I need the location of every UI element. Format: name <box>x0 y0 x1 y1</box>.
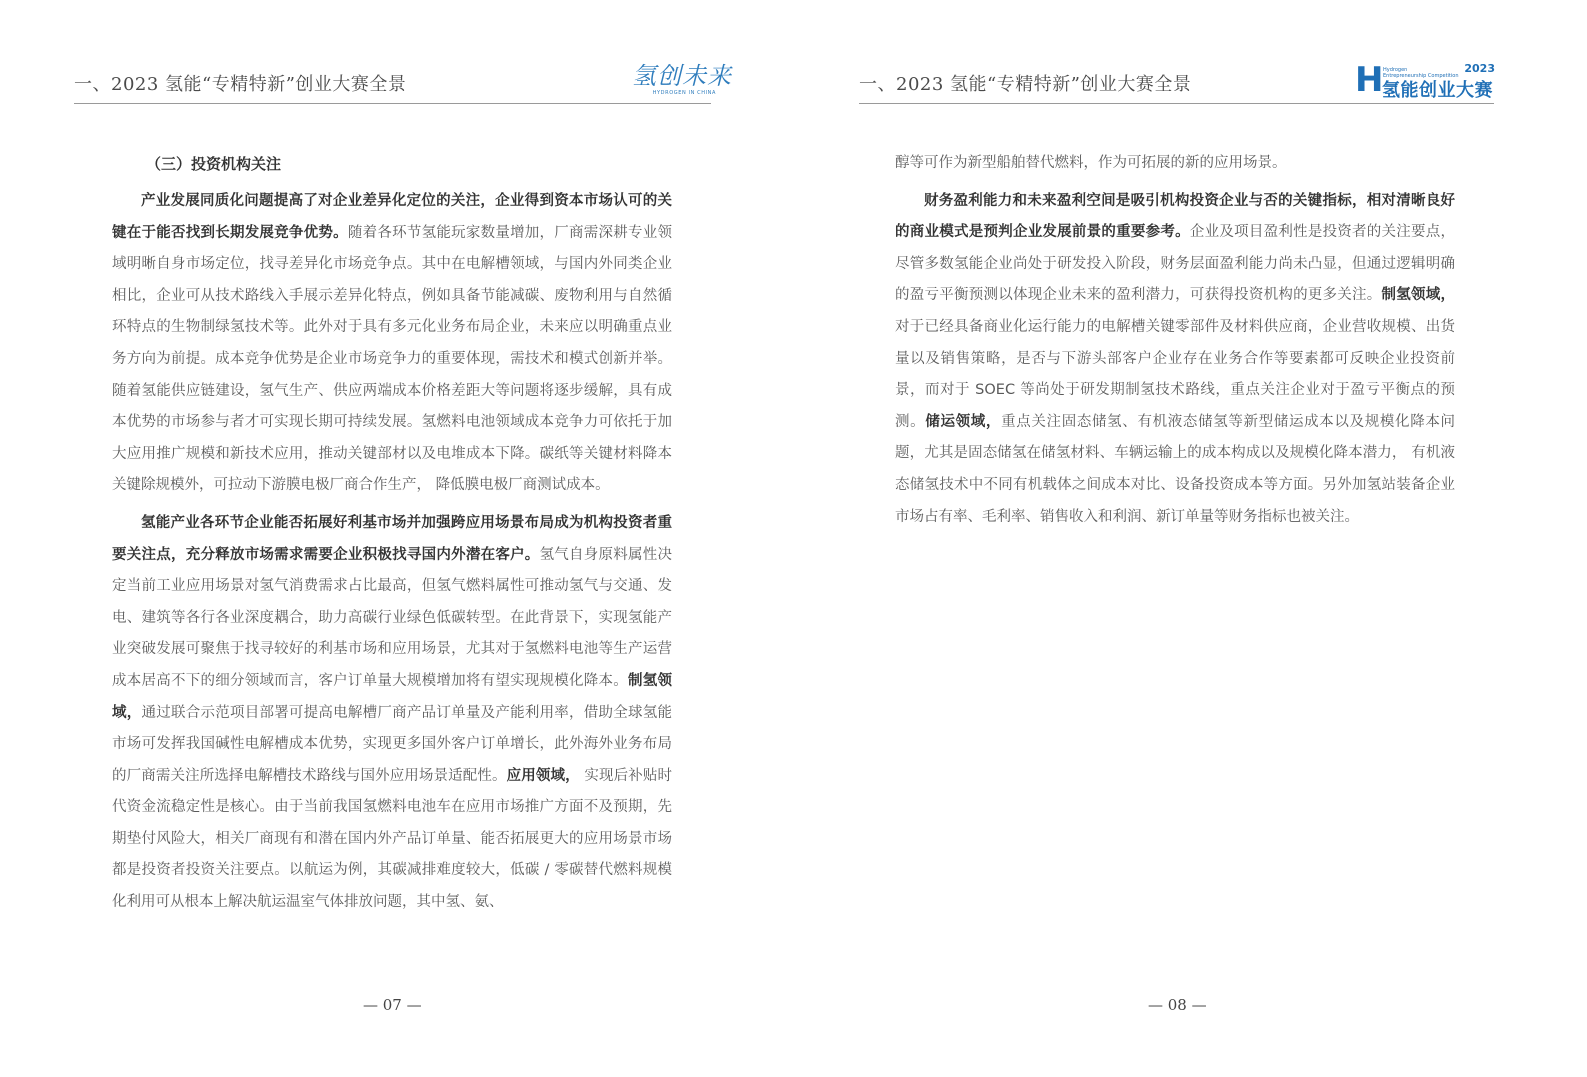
paragraph-1 <box>112 186 672 502</box>
left-page <box>0 0 793 1077</box>
logo-english-text: Hydrogen Entrepreneurship Competition <box>1383 67 1459 79</box>
h-letter-icon: H <box>1355 60 1384 100</box>
right-page <box>793 0 1586 1077</box>
paragraph-2 <box>112 508 672 919</box>
paragraph-2-text-3: 实现后补贴时代资金流稳定性是核心。由于当前我国氢燃料电池车在应用市场推广方面不及预期，先期垫付风险大，相关厂商现有和潜在国内外产品订单量、能否拓展更大的应用场景市场都是投资者投资关注要点。以航运为例，其碳减排难度较大，低碳 / 零碳替代燃料规模化利用可从根本上解决航运温室气体排放问题，其中氢、氨、 <box>112 767 673 911</box>
logo-year: 2023 <box>1464 62 1495 75</box>
right-body <box>895 148 1455 539</box>
paragraph-2-term-hydrogen-production: 制氢领域， <box>112 672 673 721</box>
paragraph-3-text-1: 企业及项目盈利性是投资者的关注要点，尽管多数氢能企业尚处于研发投入阶段，财务层面盈利能力尚未凸显，但通过逻辑明确的盈亏平衡预测以体现企业未来的盈利潜力，可获得投资机构的更多关注。 <box>895 224 1456 304</box>
left-page-number: — 07 — <box>363 996 422 1014</box>
right-header-title: 一、2023 氢能“专精特新”创业大赛全景 <box>859 74 1192 95</box>
paragraph-3 <box>895 186 1455 534</box>
paragraph-3-term-hydrogen-production: 制氢领域， <box>1381 287 1456 304</box>
paragraph-3-text-3: 重点关注固态储氢、有机液态储氢等新型储运成本以及规模化降本问题，尤其是固态储氢在储氢材料、车辆运输上的成本构成以及规模化降本潜力， 有机液态储氢技术中不同有机载体之间成本对比、设备投资成本等方面。另外加氢站装备企业市场占有率、毛利率、销售收入和利润、新订单量等财务指标也被关注。 <box>895 413 1456 525</box>
section-heading: （三）投资机构关注 <box>146 155 282 173</box>
paragraph-3-text-2: 对于已经具备商业化运行能力的电解槽关键零部件及材料供应商，企业营收规模、出货量以及销售策略，是否与下游头部客户企业存在业务合作等要素都可反映企业投资前景，而对于 SOEC 等尚处于研发期制氢技术路线，重点关注企业对于盈亏平衡点的预测。 <box>895 318 1455 430</box>
paragraph-2-term-application: 应用领域， <box>506 767 580 784</box>
paragraph-3-lead: 财务盈利能力和未来盈利空间是吸引机构投资企业与否的关键指标，相对清晰良好的商业模式是预判企业发展前景的重要参考。 <box>895 192 1455 241</box>
right-page-number: — 08 — <box>1148 996 1207 1014</box>
left-header-title: 一、2023 氢能“专精特新”创业大赛全景 <box>74 74 407 95</box>
right-header-rule <box>859 103 1494 104</box>
paragraph-2-text-1: 氢气自身原料属性决定当前工业应用场景对氢气消费需求占比最高，但氢气燃料属性可推动氢气与交通、发电、建筑等各行各业深度耦合，助力高碳行业绿色低碳转型。在此背景下，实现氢能产业突破发展可聚焦于找寻较好的利基市场和应用场景，尤其对于氢燃料电池等生产运营成本居高不下的细分领域而言，客户订单量大规模增加将有望实现规模化降本。 <box>112 546 673 689</box>
left-header-rule <box>74 103 711 104</box>
paragraph-2-lead: 氢能产业各环节企业能否拓展好利基市场并加强跨应用场景布局成为机构投资者重要关注点，充分释放市场需求需要企业积极找寻国内外潜在客户。 <box>112 514 672 563</box>
logo-chinese-text: 氢能创业大赛 <box>1382 80 1493 101</box>
paragraph-2-text-2: 通过联合示范项目部署可提高电解槽厂商产品订单量及产能利用率，借助全球氢能市场可发挥我国碱性电解槽成本优势，实现更多国外客户订单增长，此外海外业务布局的厂商需关注所选择电解槽技术路线与国外应用场景适配性。 <box>112 704 673 784</box>
hydrogen-competition-logo <box>1355 60 1497 101</box>
logo-subtext: HYDROGEN IN CHINA <box>652 90 716 96</box>
continuation-line: 醇等可作为新型船舶替代燃料，作为可拓展的新的应用场景。 <box>895 155 1287 171</box>
paragraph-1-text: 随着各环节氢能玩家数量增加，厂商需深耕专业领域明晰自身市场定位，找寻差异化市场竞争点。其中在电解槽领域，与国内外同类企业相比，企业可从技术路线入手展示差异化特点，例如具备节能减碳、废物利用与自然循环特点的生物制绿氢技术等。此外对于具有多元化业务布局企业，未来应以明确重点业务方向为前提。成本竞争优势是企业市场竞争力的重要体现，需技术和模式创新并举。随着氢能供应链建设，氢气生产、供应两端成本价格差距大等问题将逐步缓解，具有成本优势的市场参与者才可实现长期可持续发展。氢燃料电池领域成本竞争力可依托于加大应用推广规模和新技术应用，推动关键部材以及电堆成本下降。碳纸等关键材料降本关键除规模外，可拉动下游膜电极厂商合作生产， 降低膜电极厂商测试成本。 <box>112 224 672 494</box>
paragraph-1-lead: 产业发展同质化问题提高了对企业差异化定位的关注，企业得到资本市场认可的关键在于能否找到长期发展竞争优势。 <box>112 193 672 241</box>
paragraph-3-term-storage: 储运领域， <box>925 413 1002 430</box>
logo-brand-text: 氢创未来 <box>632 62 732 90</box>
left-body <box>112 148 672 925</box>
hydrogen-in-china-logo <box>632 62 732 100</box>
